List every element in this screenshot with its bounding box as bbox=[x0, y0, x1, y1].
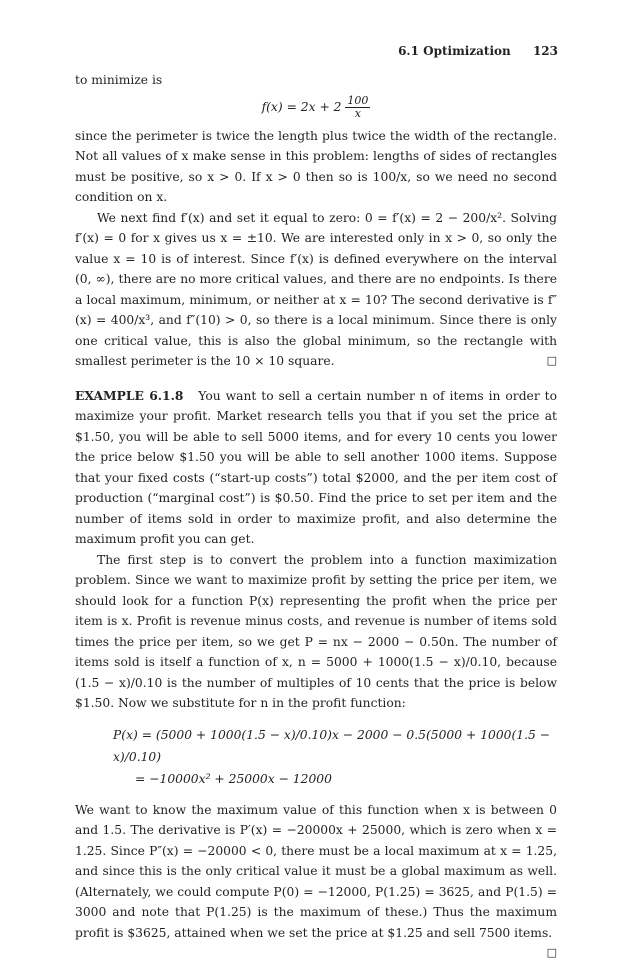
paragraph-solution-text: We want to know the maximum value of this function when x is between 0 and 1.5. The derivative is P′(x) = −20000x + 25000, which is zero when x = 1.25. Since P″(x) = −20000 < 0, there must be a local maximum at x = 1.25, and since this is the only critical value it must be a global maximum as well. (Alternately, we could compute P(0) = −12000, P(1.25) = 3625, and P(1.5) = 3000 and note that P(1.25) is the maximum of these.) Thus the maximum profit is $3625, attained when we set the price at $1.25 and sell 7500 items. bbox=[75, 802, 557, 940]
paragraph-setup: The first step is to convert the problem into a function maximization problem. Since we want to maximize profit by setting the price per item, we should look for a function P(x) representing the profit when the price per item is x. Profit is revenue minus costs, and revenue is number of items sold times the price per item, so we get P = nx − 2000 − 0.50n. The number of items sold is itself a function of x, n = 5000 + 1000(1.5 − x)/0.10, because (1.5 − x)/0.10 is the number of multiples of 10 cents that the price is below $1.50. Now we substitute for n in the profit function: bbox=[75, 552, 557, 710]
equation-profit-line2: = −10000x² + 25000x − 12000 bbox=[135, 771, 332, 786]
section-title: 6.1 Optimization bbox=[398, 44, 511, 58]
paragraph-derivative-text: We next find f′(x) and set it equal to zero: 0 = f′(x) = 2 − 200/x². Solving f′(x) = 0 for x gives us x = ±10. We are interested only in x > 0, so only the value x = 10 is of interest. Since f′(x) is defined everywhere on the interval (0, ∞), there are no more critical values, and there are no endpoints. Is there a local maximum, minimum, or neither at x = 10? The second derivative is f″(x) = 400/x³, and f″(10) > 0, so there is a local minimum. Since there is only one critical value, this is also the global minimum, so the rectangle with smallest perimeter is the 10 × 10 square. bbox=[75, 210, 557, 368]
equation-lhs: f(x) = 2x + 2 bbox=[261, 99, 342, 114]
example-label: EXAMPLE 6.1.8 bbox=[75, 387, 184, 403]
page-number: 123 bbox=[532, 44, 558, 58]
fraction-numerator: 100 bbox=[347, 93, 369, 107]
equation-profit-line1: P(x) = (5000 + 1000(1.5 − x)/0.10)x − 2000 − 0.5(5000 + 1000(1.5 − x)/0.10) bbox=[113, 727, 551, 764]
equation-perimeter bbox=[75, 95, 557, 120]
paragraph-solution bbox=[75, 800, 557, 959]
paragraph-derivative bbox=[75, 208, 557, 372]
running-header bbox=[398, 44, 558, 58]
example-paragraph bbox=[75, 386, 557, 550]
equation-profit bbox=[113, 724, 557, 790]
intro-line: to minimize is bbox=[75, 73, 163, 87]
paragraph-domain: since the perimeter is twice the length plus twice the width of the rectangle. Not all values of x make sense in this problem: lengths of sides of rectangles must be positive, so x > 0. If x > 0 then so is 100/x, so we need no second condition on x. bbox=[75, 128, 557, 204]
qed-symbol-2: □ bbox=[546, 946, 557, 959]
fraction-denominator: x bbox=[354, 106, 362, 120]
qed-symbol: □ bbox=[546, 354, 557, 367]
page-body bbox=[75, 70, 557, 964]
fraction bbox=[345, 95, 370, 120]
example-text: You want to sell a certain number n of items in order to maximize your profit. Market research tells you that if you set the price at $1.50, you will be able to sell 5000 items, and for every 10 cents you lower the price below $1.50 you will be able to sell another 1000 items. Suppose that your fixed costs (“start-up costs”) total $2000, and the per item cost of production (“marginal cost”) is $0.50. Find the price to set per item and the number of items sold in order to maximize profit, and also determine the maximum profit you can get. bbox=[75, 388, 558, 546]
